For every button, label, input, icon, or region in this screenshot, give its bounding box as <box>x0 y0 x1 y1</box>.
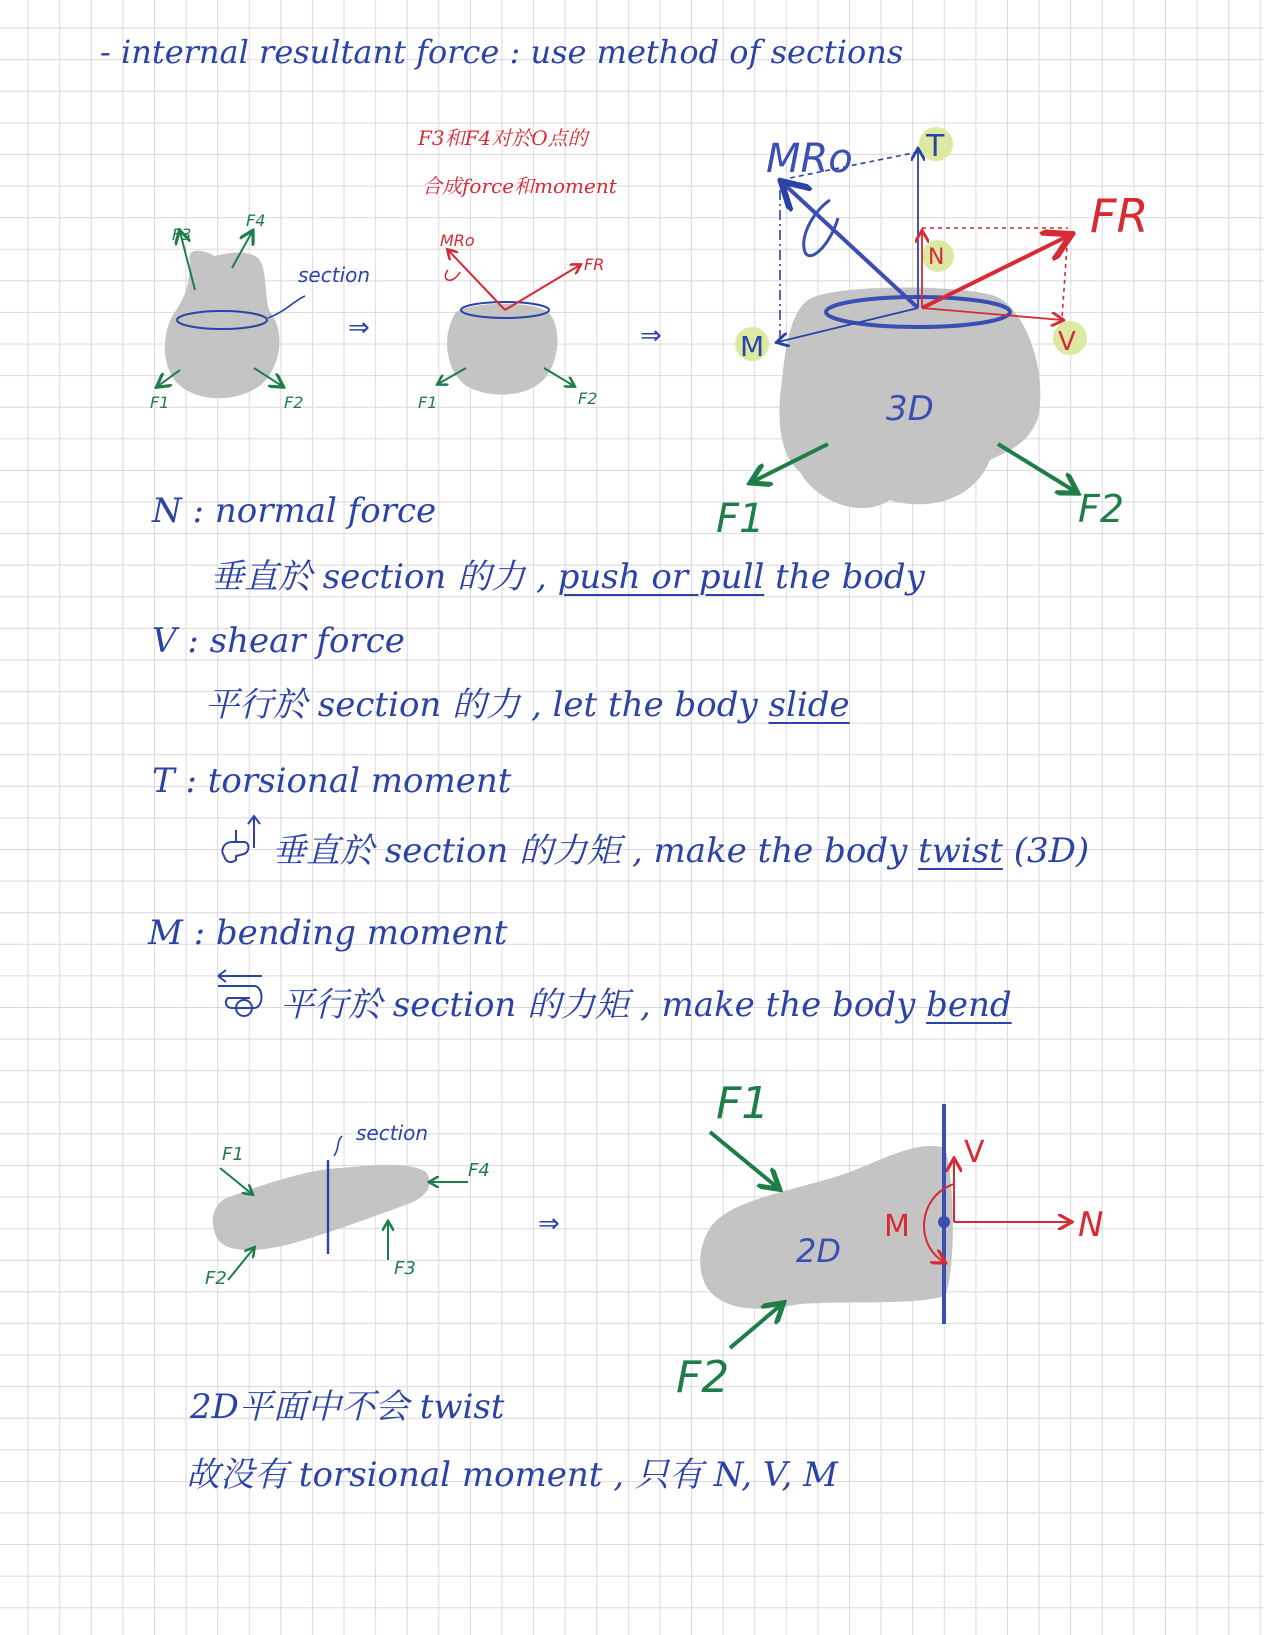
bottom-v-label: V <box>964 1135 985 1170</box>
fr-big-label: FR <box>1090 189 1149 243</box>
definition-n-symbol: N : normal force <box>152 491 437 531</box>
n-label: N <box>928 245 945 270</box>
bottom-f2-big-label: F2 <box>676 1352 730 1403</box>
page-title: - internal resultant force : use method of sections <box>100 33 904 71</box>
body-2d-small <box>213 1136 468 1280</box>
f2-big-label: F2 <box>1078 487 1125 531</box>
m-label: M <box>740 330 765 363</box>
f2-label: F2 <box>284 393 304 412</box>
definition-m-symbol: M : bending moment <box>148 913 508 953</box>
mro-big-label: MRo <box>766 136 853 182</box>
note-line-1: F3和F4对於O点的 <box>418 126 588 150</box>
fr-small-label: FR <box>584 255 605 274</box>
v-label: V <box>1058 327 1076 357</box>
bottom-f4-label: F4 <box>468 1160 490 1181</box>
body-3d-label: 3D <box>886 389 934 429</box>
definition-v-symbol: V : shear force <box>152 621 405 661</box>
f1-big-label: F1 <box>716 496 765 542</box>
body-2d-label: 2D <box>796 1232 841 1270</box>
bottom-f1-label: F1 <box>222 1144 244 1165</box>
conclusion-line-2: 故没有 torsional moment , 只有 N, V, M <box>186 1455 838 1495</box>
definition-n-desc: 垂直於 section 的力 , push or pull the body <box>210 557 925 597</box>
underlined-phrase: bend <box>926 985 1012 1025</box>
f1b-label: F1 <box>418 393 438 412</box>
implies-arrow-2: ⇒ <box>640 321 662 351</box>
underlined-phrase: slide <box>768 685 850 725</box>
mro-small-label: MRo <box>440 231 475 250</box>
bottom-m-label: M <box>884 1209 910 1244</box>
bottom-f2-label: F2 <box>205 1268 227 1289</box>
f3-label: F3 <box>172 225 192 244</box>
bottom-section-label: section <box>356 1121 429 1145</box>
bottom-n-label: N <box>1078 1205 1104 1245</box>
definition-v-desc: 平行於 section 的力 , let the body slide <box>205 685 850 725</box>
bottom-f3-label: F3 <box>394 1258 416 1279</box>
definition-t-desc: 垂直於 section 的力矩 , make the body twist (3D) <box>272 831 1090 871</box>
section-label: section <box>298 263 371 287</box>
conclusion-line-1: 2D平面中不会 twist <box>190 1387 505 1427</box>
t-label: T <box>926 129 945 164</box>
implies-arrow-1: ⇒ <box>348 313 370 343</box>
f4-label: F4 <box>246 211 266 230</box>
underlined-phrase: twist <box>918 831 1003 871</box>
implies-arrow-3: ⇒ <box>538 1209 560 1239</box>
definition-t-symbol: T : torsional moment <box>152 761 512 801</box>
underlined-phrase: push or pull <box>557 557 765 597</box>
f2b-label: F2 <box>578 389 598 408</box>
bottom-f1-big-label: F1 <box>716 1078 770 1129</box>
f1-label: F1 <box>150 393 170 412</box>
note-line-2: 合成force和moment <box>422 174 617 198</box>
definition-m-desc: 平行於 section 的力矩 , make the body bend <box>280 985 1012 1025</box>
